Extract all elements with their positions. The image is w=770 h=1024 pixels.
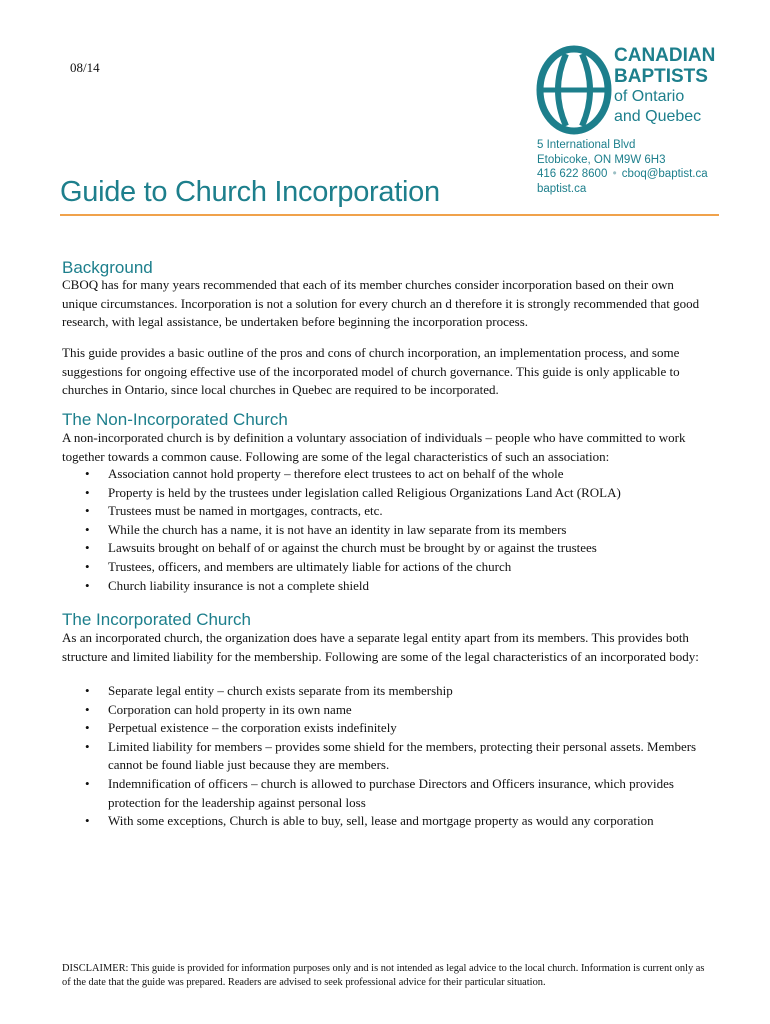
- background-heading: Background: [62, 258, 153, 277]
- contact-address: [537, 138, 708, 196]
- logo-text: [614, 45, 715, 127]
- list-item: • Separate legal entity – church exists separate from its membership: [62, 682, 712, 701]
- title-divider: [60, 214, 719, 216]
- list-item: • Association cannot hold property – therefore elect trustees to act on behalf of the whole: [62, 465, 712, 484]
- page-title: Guide to Church Incorporation: [60, 176, 440, 208]
- document-date: 08/14: [70, 60, 100, 75]
- incorporated-intro: As an incorporated church, the organization does have a separate legal entity apart from its members. This provides both structure and limited liability for the membership. Following are some of the legal characteristics of an incorporated body:: [62, 630, 699, 664]
- logo-line-ontario: of Ontario: [614, 88, 685, 105]
- list-item: • Trustees, officers, and members are ultimately liable for actions of the church: [62, 558, 712, 577]
- list-item: • Corporation can hold property in its own name: [62, 701, 712, 720]
- non-incorporated-heading: The Non-Incorporated Church: [62, 410, 288, 429]
- cbq-logo: [536, 44, 736, 139]
- incorporated-heading: The Incorporated Church: [62, 610, 251, 629]
- non-incorporated-intro: A non-incorporated church is by definition a voluntary association of individuals – people who have committed to work together towards a common cause. Following are some of the legal characteristics of such an association:: [62, 430, 686, 464]
- background-paragraph-2: This guide provides a basic outline of the pros and cons of church incorporation, an implementation process, and some suggestions for ongoing effective use of the incorporated model of church governance. This guide is only applicable to churches in Ontario, since local churches in Quebec are required to be incorporated.: [62, 345, 680, 398]
- list-item: • Perpetual existence – the corporation exists indefinitely: [62, 719, 712, 738]
- list-item: • Limited liability for members – provides some shield for the members, protecting their personal assets. Members cannot be found liable just because they are members.: [62, 738, 712, 775]
- incorporated-list: [62, 682, 712, 831]
- address-website[interactable]: baptist.ca: [537, 182, 587, 195]
- address-street: 5 International Blvd: [537, 139, 636, 151]
- cbq-logo-mark-icon: [536, 44, 614, 136]
- non-incorporated-list: [62, 465, 712, 595]
- address-city: Etobicoke, ON M9W 6H3: [537, 153, 666, 166]
- logo-line-baptists: BAPTISTS: [614, 66, 708, 87]
- address-separator: •: [612, 168, 617, 180]
- background-paragraph-1: CBOQ has for many years recommended that each of its member churches consider incorporation based on their own unique circumstances. Incorporation is not a solution for every church an d therefore it is strongly recommended that good research, with legal assistance, be undertaken before beginning the incorporation process.: [62, 277, 700, 330]
- list-item: • Lawsuits brought on behalf of or against the church must be brought by or against the trustees: [62, 539, 712, 558]
- list-item: • Property is held by the trustees under legislation called Religious Organizations Land Act (ROLA): [62, 484, 712, 503]
- address-phone: 416 622 8600: [537, 168, 608, 180]
- list-item: • Church liability insurance is not a complete shield: [62, 577, 712, 596]
- address-contact-line: [537, 167, 708, 182]
- list-item: • With some exceptions, Church is able to buy, sell, lease and mortgage property as would any corporation: [62, 812, 712, 831]
- disclaimer-text: DISCLAIMER: This guide is provided for information purposes only and is not intended as legal advice to the local church. Information is current only as of the date that the guide was prepared. Readers are advised to seek professional advice for their particular situation.: [62, 963, 705, 988]
- address-email[interactable]: cboq@baptist.ca: [621, 168, 708, 180]
- logo-line-quebec: and Quebec: [614, 108, 702, 125]
- list-item: • Indemnification of officers – church is allowed to purchase Directors and Officers insurance, which provides protection for the leadership against personal loss: [62, 775, 712, 812]
- logo-line-canadian: CANADIAN: [614, 45, 716, 66]
- list-item: • While the church has a name, it is not have an identity in law separate from its members: [62, 521, 712, 540]
- list-item: • Trustees must be named in mortgages, contracts, etc.: [62, 502, 712, 521]
